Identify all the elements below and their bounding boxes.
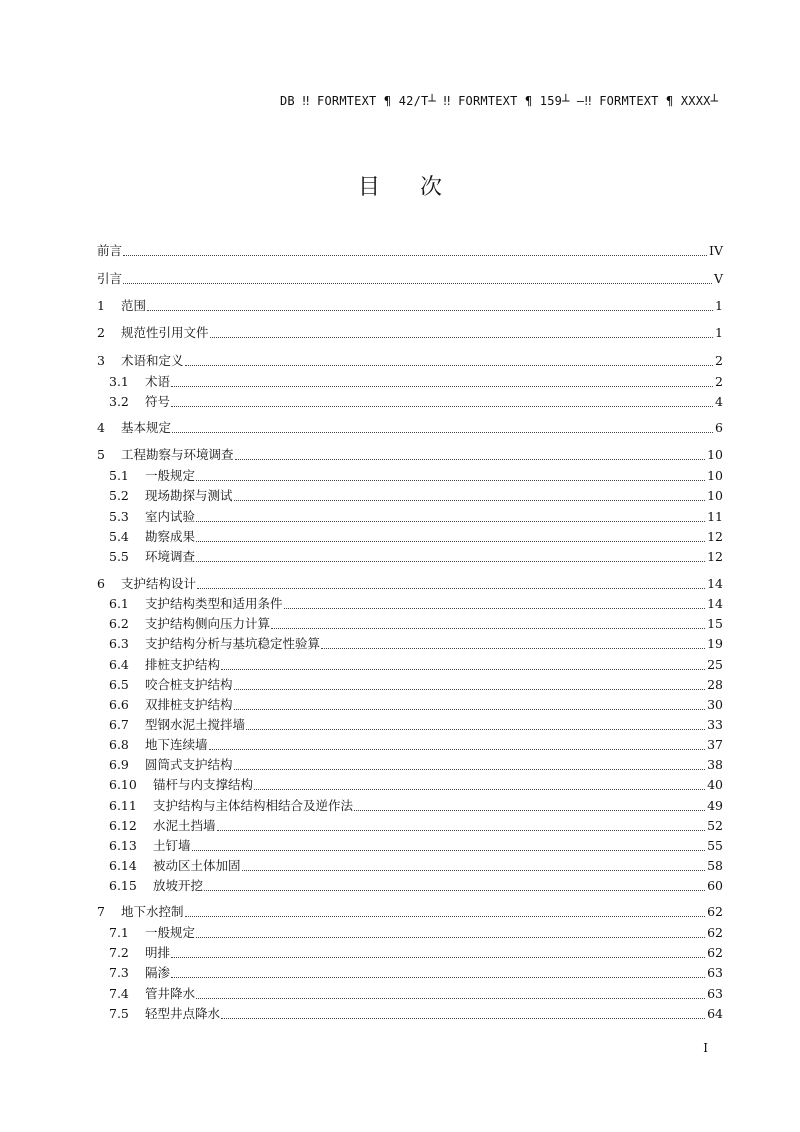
toc-entry-label: 型钢水泥土搅拌墙 — [145, 717, 246, 732]
toc-entry-page: 6 — [715, 420, 723, 435]
toc-leader-dots — [234, 679, 706, 690]
toc-entry[interactable] — [109, 964, 723, 982]
toc-entry-label: 工程勘察与环境调查 — [121, 447, 234, 462]
toc-leader-dots — [123, 273, 712, 284]
toc-leader-dots — [196, 531, 705, 542]
toc-entry-label: 地下水控制 — [121, 904, 184, 919]
toc-entry[interactable] — [97, 903, 723, 921]
toc-entry-page: 12 — [707, 529, 723, 544]
toc-entry-number: 6.12 — [109, 818, 137, 833]
toc-entry-label: 规范性引用文件 — [121, 325, 209, 340]
toc-entry-number: 6.7 — [109, 717, 129, 732]
toc-entry-label: 支护结构分析与基坑稳定性验算 — [145, 636, 321, 651]
toc-entry-number: 6.2 — [109, 616, 129, 631]
toc-entry-page: 14 — [707, 576, 723, 591]
toc-leader-dots — [171, 376, 713, 387]
toc-entry-number: 7.5 — [109, 1006, 129, 1021]
toc-entry-label: 术语 — [145, 374, 171, 389]
toc-entry-number: 6.10 — [109, 777, 137, 792]
toc-entry-number: 7 — [97, 904, 105, 919]
toc-leader-dots — [171, 947, 705, 958]
toc-entry-label: 范围 — [121, 298, 147, 313]
toc-leader-dots — [271, 618, 705, 629]
toc-entry-label: 前言 — [97, 243, 123, 258]
toc-entry-label: 水泥土挡墙 — [153, 818, 216, 833]
toc-entry-number: 3.1 — [109, 374, 129, 389]
toc-entry[interactable] — [97, 575, 723, 593]
toc-entry-label: 管井降水 — [145, 986, 196, 1001]
toc-entry-page: 62 — [707, 925, 723, 940]
toc-entry-label: 环境调查 — [145, 549, 196, 564]
toc-entry[interactable] — [97, 297, 723, 315]
toc-leader-dots — [235, 449, 706, 460]
toc-entry[interactable] — [109, 837, 723, 855]
toc-entry-label: 排桩支护结构 — [145, 657, 221, 672]
toc-leader-dots — [234, 490, 706, 501]
toc-entry-label: 基本规定 — [121, 420, 172, 435]
toc-entry-label: 地下连续墙 — [145, 737, 208, 752]
toc-entry-number: 6.15 — [109, 878, 137, 893]
toc-entry[interactable] — [109, 548, 723, 566]
toc-leader-dots — [185, 906, 706, 917]
toc-entry[interactable] — [109, 756, 723, 774]
toc-entry-number: 5.2 — [109, 488, 129, 503]
toc-entry-page: 28 — [707, 677, 723, 692]
toc-entry-page: 4 — [715, 394, 723, 409]
toc-entry-page: 10 — [707, 468, 723, 483]
toc-entry-number: 4 — [97, 420, 105, 435]
toc-entry-label: 支护结构侧向压力计算 — [145, 616, 271, 631]
toc-entry[interactable] — [109, 635, 723, 653]
toc-entry-page: 58 — [707, 858, 723, 873]
toc-entry-number: 5.1 — [109, 468, 129, 483]
toc-entry-number: 6.6 — [109, 697, 129, 712]
toc-entry-page: 55 — [707, 838, 723, 853]
toc-entry-label: 支护结构与主体结构相结合及逆作法 — [153, 798, 354, 813]
toc-entry[interactable] — [109, 776, 723, 794]
toc-entry[interactable] — [109, 615, 723, 633]
toc-entry-page: 1 — [715, 325, 723, 340]
toc-entry[interactable] — [109, 857, 723, 875]
toc-leader-dots — [254, 779, 705, 790]
toc-entry-page: 2 — [715, 353, 723, 368]
toc-entry-page: 37 — [707, 737, 723, 752]
toc-entry-label: 锚杆与内支撑结构 — [153, 777, 254, 792]
toc-entry-page: 15 — [707, 616, 723, 631]
toc-entry-number: 3.2 — [109, 394, 129, 409]
toc-leader-dots — [197, 578, 705, 589]
toc-entry-page: 30 — [707, 697, 723, 712]
toc-entry-page: 10 — [707, 447, 723, 462]
toc-entry-page: 14 — [707, 596, 723, 611]
toc-entry-label: 隔渗 — [145, 965, 171, 980]
toc-entry[interactable] — [109, 696, 723, 714]
toc-entry[interactable] — [109, 508, 723, 526]
toc-entry-label: 一般规定 — [145, 468, 196, 483]
toc-leader-dots — [234, 759, 706, 770]
document-header-code: DB ‼ FORMTEXT ¶ 42/T┴ ‼ FORMTEXT ¶ 159┴ —‼ FORMTEXT ¶ XXXX┴ — [279, 94, 718, 108]
toc-leader-dots — [234, 699, 706, 710]
toc-leader-dots — [196, 470, 705, 481]
toc-entry[interactable] — [97, 352, 723, 370]
toc-entry[interactable] — [109, 467, 723, 485]
toc-entry-number: 5.3 — [109, 509, 129, 524]
toc-entry-number: 7.3 — [109, 965, 129, 980]
toc-leader-dots — [196, 988, 705, 999]
toc-leader-dots — [192, 840, 706, 851]
toc-entry-page: 12 — [707, 549, 723, 564]
toc-entry-page: 11 — [707, 509, 723, 524]
toc-leader-dots — [321, 638, 705, 649]
toc-entry-page: 63 — [707, 965, 723, 980]
toc-entry-page: 64 — [707, 1006, 723, 1021]
toc-entry[interactable] — [109, 944, 723, 962]
toc-entry-label: 符号 — [145, 394, 171, 409]
toc-entry-number: 6.4 — [109, 657, 129, 672]
toc-entry-page: 33 — [707, 717, 723, 732]
toc-entry-page: 40 — [707, 777, 723, 792]
toc-entry-page: 2 — [715, 374, 723, 389]
toc-leader-dots — [204, 880, 705, 891]
toc-entry-page: 52 — [707, 818, 723, 833]
toc-entry-number: 6.3 — [109, 636, 129, 651]
toc-leader-dots — [209, 739, 706, 750]
toc-leader-dots — [196, 511, 705, 522]
toc-entry[interactable] — [109, 985, 723, 1003]
toc-entry-number: 2 — [97, 325, 105, 340]
toc-leader-dots — [123, 245, 707, 256]
toc-entry-label: 土钉墙 — [153, 838, 191, 853]
toc-entry-number: 6.9 — [109, 757, 129, 772]
toc-entry[interactable] — [97, 446, 723, 464]
toc-entry[interactable] — [109, 924, 723, 942]
toc-entry-number: 6.11 — [109, 798, 137, 813]
toc-entry[interactable] — [109, 373, 723, 391]
toc-entry-page: 49 — [707, 798, 723, 813]
toc-leader-dots — [210, 327, 714, 338]
toc-leader-dots — [147, 300, 713, 311]
toc-entry-label: 轻型井点降水 — [145, 1006, 221, 1021]
toc-leader-dots — [171, 396, 713, 407]
toc-entry-page: 63 — [707, 986, 723, 1001]
toc-entry-label: 勘察成果 — [145, 529, 196, 544]
toc-entry-label: 咬合桩支护结构 — [145, 677, 233, 692]
toc-entry-number: 7.2 — [109, 945, 129, 960]
toc-entry-number: 5.4 — [109, 529, 129, 544]
toc-entry-number: 6 — [97, 576, 105, 591]
toc-entry-page: 60 — [707, 878, 723, 893]
toc-entry-label: 现场勘探与测试 — [145, 488, 233, 503]
toc-entry-number: 6.8 — [109, 737, 129, 752]
toc-entry-label: 放坡开挖 — [153, 878, 204, 893]
toc-entry-page: 38 — [707, 757, 723, 772]
toc-entry-number: 5 — [97, 447, 105, 462]
toc-leader-dots — [246, 719, 705, 730]
toc-entry-page: 62 — [707, 945, 723, 960]
toc-entry-label: 支护结构类型和适用条件 — [145, 596, 283, 611]
toc-entry[interactable] — [109, 528, 723, 546]
toc-entry-label: 室内试验 — [145, 509, 196, 524]
toc-entry-page: 25 — [707, 657, 723, 672]
toc-entry-number: 7.1 — [109, 925, 129, 940]
toc-entry[interactable] — [109, 1005, 723, 1023]
toc-entry-page: 10 — [707, 488, 723, 503]
toc-leader-dots — [196, 927, 705, 938]
toc-leader-dots — [284, 598, 706, 609]
toc-entry-page: V — [713, 271, 723, 286]
toc-leader-dots — [242, 860, 706, 871]
toc-leader-dots — [171, 967, 705, 978]
toc-leader-dots — [217, 820, 706, 831]
toc-leader-dots — [196, 551, 705, 562]
toc-entry-label: 明排 — [145, 945, 171, 960]
toc-entry-number: 6.13 — [109, 838, 137, 853]
toc-entry[interactable] — [109, 797, 723, 815]
toc-entry[interactable] — [109, 393, 723, 411]
toc-entry-number: 6.14 — [109, 858, 137, 873]
page-number: I — [703, 1041, 708, 1055]
toc-leader-dots — [221, 1008, 705, 1019]
toc-entry[interactable] — [109, 676, 723, 694]
toc-entry-label: 双排桩支护结构 — [145, 697, 233, 712]
toc-entry-number: 3 — [97, 353, 105, 368]
toc-entry-page: IV — [709, 243, 723, 258]
toc-entry-label: 引言 — [97, 271, 123, 286]
toc-entry-label: 支护结构设计 — [121, 576, 197, 591]
toc-entry-label: 术语和定义 — [121, 353, 184, 368]
page-title: 目次 — [357, 175, 482, 200]
toc-entry-number: 1 — [97, 298, 105, 313]
toc-entry-label: 圆筒式支护结构 — [145, 757, 233, 772]
toc-entry-page: 1 — [715, 298, 723, 313]
toc-leader-dots — [185, 355, 714, 366]
toc-entry[interactable] — [109, 716, 723, 734]
toc-entry-number: 6.1 — [109, 596, 129, 611]
toc-entry[interactable] — [109, 487, 723, 505]
toc-entry-number: 6.5 — [109, 677, 129, 692]
toc-entry-page: 19 — [707, 636, 723, 651]
toc-entry[interactable] — [109, 736, 723, 754]
toc-entry[interactable] — [97, 242, 723, 260]
toc-entry-label: 被动区土体加固 — [153, 858, 241, 873]
toc-entry[interactable] — [109, 595, 723, 613]
toc-entry[interactable] — [109, 656, 723, 674]
toc-entry-label: 一般规定 — [145, 925, 196, 940]
toc-leader-dots — [221, 659, 705, 670]
toc-entry-page: 62 — [707, 904, 723, 919]
toc-entry-number: 7.4 — [109, 986, 129, 1001]
toc-entry[interactable] — [109, 817, 723, 835]
toc-leader-dots — [354, 800, 705, 811]
toc-entry[interactable] — [97, 270, 723, 288]
toc-entry[interactable] — [97, 324, 723, 342]
toc-entry[interactable] — [109, 877, 723, 895]
toc-entry[interactable] — [97, 419, 723, 437]
toc-entry-number: 5.5 — [109, 549, 129, 564]
toc-leader-dots — [172, 422, 713, 433]
